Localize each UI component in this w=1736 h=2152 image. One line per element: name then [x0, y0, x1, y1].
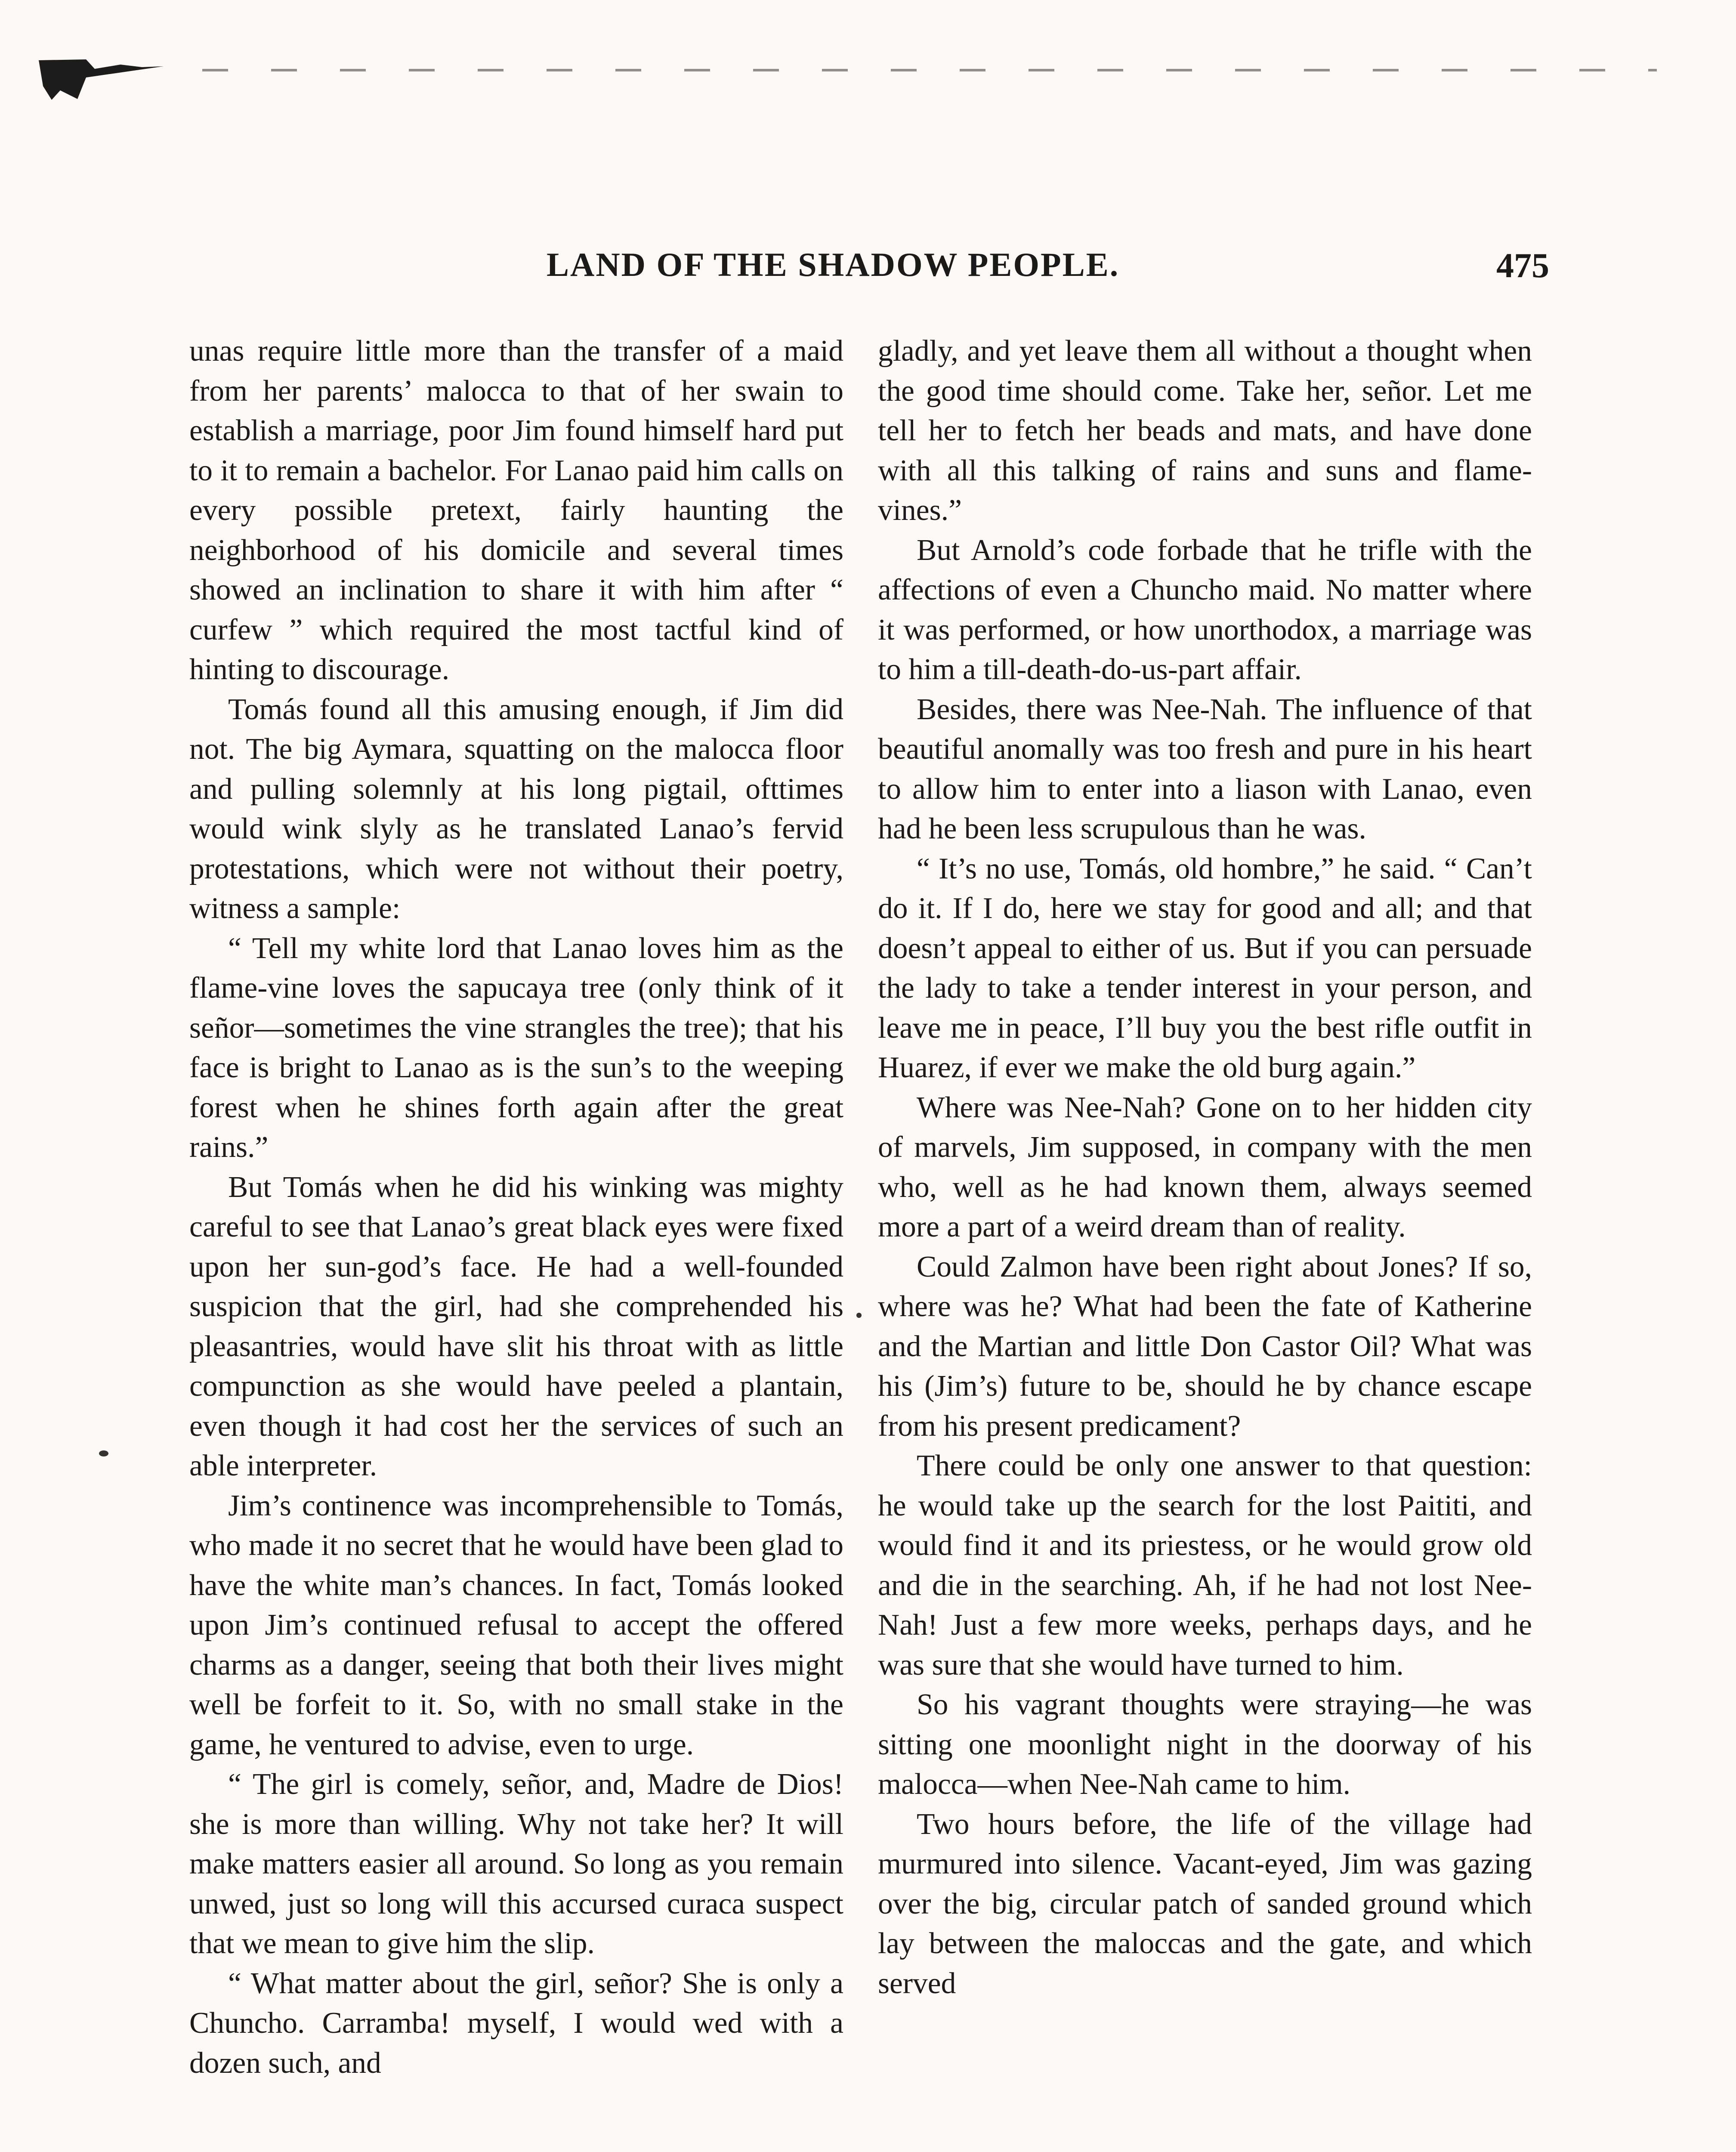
paragraph: So his vagrant thoughts were straying—he was sitting one moonlight night in the doorway of his malocca—when Nee-Nah came to him. — [878, 1688, 1532, 1801]
paragraph: “ Tell my white lord that Lanao loves him as the flame-vine loves the sapucaya tree (only think of it señor—sometimes the vine strangles the tree); that his face is bright to Lanao as is the sun’s to the weeping forest when he shines forth again after the great rains.” — [189, 931, 843, 1164]
paragraph: Jim’s continence was incomprehensible to Tomás, who made it no secret that he would have been glad to have the white man’s chances. In fact, Tomás looked upon Jim’s continued refusal to accept the offered charms as a danger, seeing that both their lives might well be forfeit to it. So, with no small stake in the game, he ventured to advise, even to urge. — [189, 1489, 843, 1761]
paragraph: “ What matter about the girl, señor? She is only a Chuncho. Carramba! myself, I would wed with a dozen such, and — [189, 1966, 843, 2080]
scan-artifact-mark — [34, 52, 189, 103]
paragraph: “ The girl is comely, señor, and, Madre de Dios! she is more than willing. Why not take her? It will make matters easier all around. So long as you remain unwed, just so long will this accursed curaca suspect that we mean to give him the slip. — [189, 1768, 843, 1960]
paragraph: But Tomás when he did his winking was mighty careful to see that Lanao’s great black eyes were fixed upon her sun-god’s face. He had a well-founded suspicion that the girl, had she comprehended his pleasantries, would have slit his throat with as little compunction as she would have peeled a plantain, even though it had cost her the services of such an able interpreter. — [189, 1170, 843, 1482]
paragraph: unas require little more than the transfer of a maid from her parents’ malocca to that of her swain to establish a marriage, poor Jim found himself hard put to it to remain a bachelor. For Lanao paid him calls on every possible pretext, fairly haunting the neighborhood of his domicile and several times showed an inclination to share it with him after “ curfew ” which required the most tactful kind of hinting to discourage. — [189, 334, 843, 686]
paragraph: Could Zalmon have been right about Jones? If so, where was he? What had been the fate of Katherine and the Martian and little Don Castor Oil? What was his (Jim’s) future to be, should he by chance escape from his present predicament? — [878, 1250, 1532, 1443]
paragraph: “ It’s no use, Tomás, old hombre,” he said. “ Can’t do it. If I do, here we stay for good and all; and that doesn’t appeal to either of us. But if you can persuade the lady to take a tender interest in your person, and leave me in peace, I’ll buy you the best rifle outfit in Huarez, if ever we make the old burg again.” — [878, 852, 1532, 1084]
page-header — [189, 245, 1549, 293]
paragraph: Tomás found all this amusing enough, if Jim did not. The big Aymara, squatting on the malocca floor and pulling solemnly at his long pigtail, ofttimes would wink slyly as he translated Lanao’s fervid protestations, which were not without their poetry, witness a sample: — [189, 693, 843, 925]
scan-speck — [99, 1450, 108, 1456]
paragraph: Where was Nee-Nah? Gone on to her hidden city of marvels, Jim supposed, in company with the men who, well as he had known them, always seemed more a part of a weird dream than of reality. — [878, 1091, 1532, 1243]
scan-top-rule — [202, 69, 1657, 71]
paragraph: But Arnold’s code forbade that he trifle with the affections of even a Chuncho maid. No matter where it was performed, or how unorthodox, a marriage was to him a till-death-do-us-part affair. — [878, 533, 1532, 686]
paragraph: gladly, and yet leave them all without a thought when the good time should come. Take her, señor. Let me tell her to fetch her beads and mats, and have done with all this talking of rains and suns and flame-vines.” — [878, 334, 1532, 527]
running-head: LAND OF THE SHADOW PEOPLE. — [547, 246, 1120, 283]
paragraph: Besides, there was Nee-Nah. The influence of that beautiful anomally was too fresh and pure in his heart to allow him to enter into a liason with Lanao, even had he been less scrupulous than he was. — [878, 693, 1532, 845]
paragraph: There could be only one answer to that question: he would take up the search for the lost Paititi, and would find it and its priestess, or he would grow old and die in the searching. Ah, if he had not lost Nee-Nah! Just a few more weeks, perhaps days, and he was sure that she would have turned to him. — [878, 1449, 1532, 1682]
scan-speck — [856, 1313, 862, 1318]
paragraph: Two hours before, the life of the village had murmured into silence. Vacant-eyed, Jim was gazing over the big, circular patch of sanded ground which lay between the maloccas and the gate, and which served — [878, 1807, 1532, 2000]
text-column-right — [878, 331, 1532, 2004]
page-number: 475 — [1496, 246, 1549, 285]
text-column-left — [189, 331, 843, 2083]
